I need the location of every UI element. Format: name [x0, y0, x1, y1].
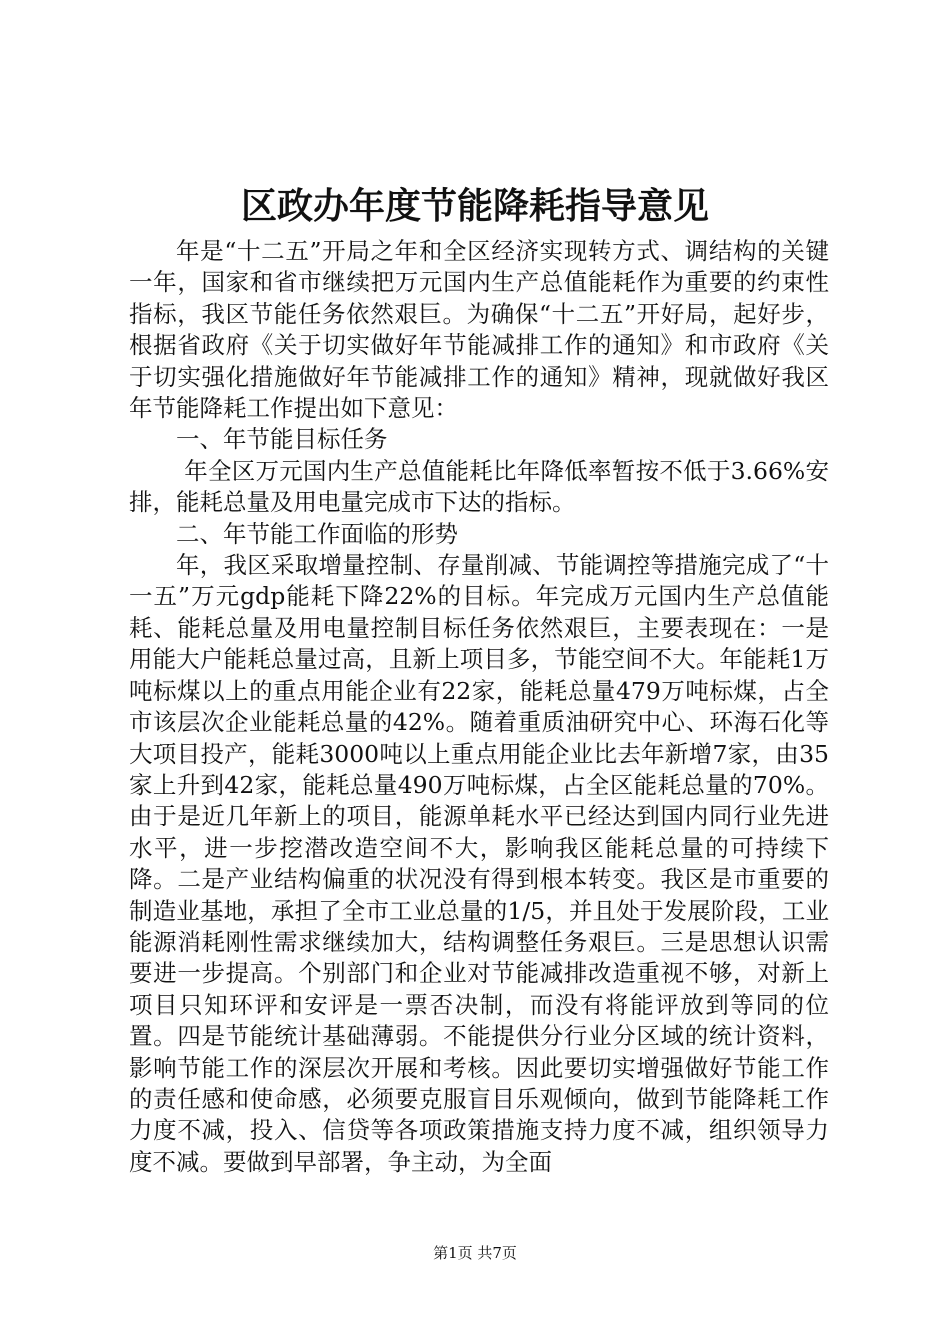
paragraph-targets: 年全区万元国内生产总值能耗比年降低率暂按不低于3.66%安排，能耗总量及用电量完成市下达的指标。 [129, 456, 829, 517]
document-title: 区政办年度节能降耗指导意见 [240, 185, 709, 227]
section-heading-1: 一、年节能目标任务 [176, 425, 388, 454]
section-heading-2: 二、年节能工作面临的形势 [176, 519, 458, 548]
document-body [129, 236, 829, 1178]
paragraph-situation: 年，我区采取增量控制、存量削减、节能调控等措施完成了“十一五”万元gdp能耗下降22%的目标。年完成万元国内生产总值能耗、能耗总量及用电量控制目标任务依然艰巨，主要表现在：一是用能大户能耗总量过高，且新上项目多，节能空间不大。年能耗1万吨标煤以上的重点用能企业有22家，能耗总量479万吨标煤，占全市该层次企业能耗总量的42%。随着重质油研究中心、环海石化等大项目投产，能耗3000吨以上重点用能企业比去年新增7家，由35家上升到42家，能耗总量490万吨标煤，占全区能耗总量的70%。由于是近几年新上的项目，能源单耗水平已经达到国内同行业先进水平，进一步挖潜改造空间不大，影响我区能耗总量的可持续下降。二是产业结构偏重的状况没有得到根本转变。我区是市重要的制造业基地，承担了全市工业总量的1/5，并且处于发展阶段，工业能源消耗刚性需求继续加大，结构调整任务艰巨。三是思想认识需要进一步提高。个别部门和企业对节能减排改造重视不够，对新上项目只知环评和安评是一票否决制，而没有将能评放到等同的位置。四是节能统计基础薄弱。不能提供分行业分区域的统计资料，影响节能工作的深层次开展和考核。因此要切实增强做好节能工作的责任感和使命感，必须要克服盲目乐观倾向，做到节能降耗工作力度不减，投入、信贷等各项政策措施支持力度不减，组织领导力度不减。要做到早部署，争主动，为全面 [129, 551, 829, 1176]
page-footer: 第1页 共7页 [433, 1244, 517, 1262]
paragraph-intro: 年是“十二五”开局之年和全区经济实现转方式、调结构的关键一年，国家和省市继续把万元国内生产总值能耗作为重要的约束性指标，我区节能任务依然艰巨。为确保“十二五”开好局，起好步，根据省政府《关于切实做好年节能减排工作的通知》和市政府《关于切实强化措施做好年节能减排工作的通知》精神，现就做好我区年节能降耗工作提出如下意见： [129, 237, 829, 423]
